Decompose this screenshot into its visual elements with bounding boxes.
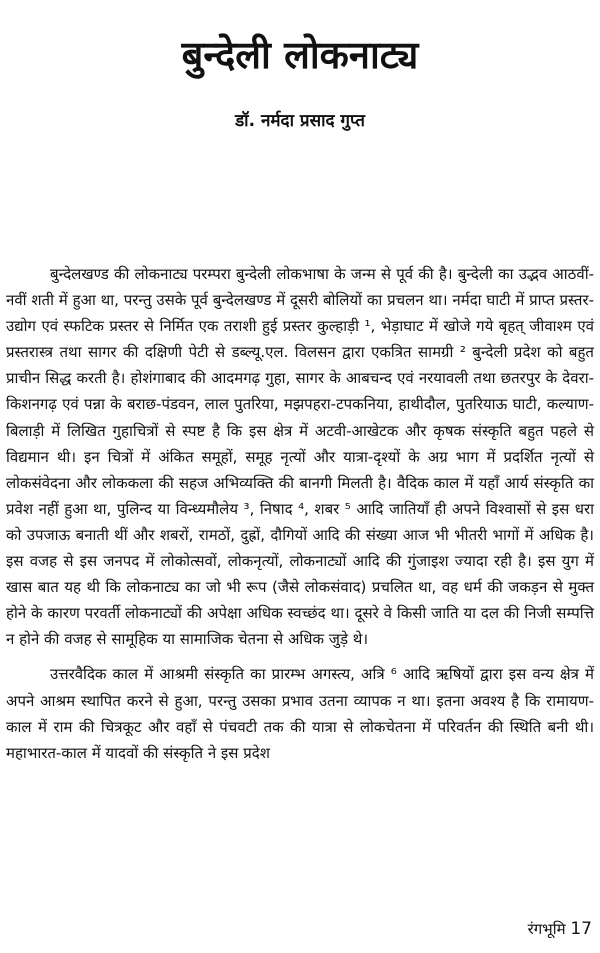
page-number: 17 xyxy=(570,919,592,939)
page-footer xyxy=(528,919,592,939)
magazine-name: रंगभूमि xyxy=(527,920,566,938)
paragraph-2: उत्तरवैदिक काल में आश्रमी संस्कृति का प्रारम्भ अगस्त्य, अत्रि ⁶ आदि ऋषियों द्वारा इस वन्य क्षेत्र में अपने आश्रम स्थापित करने से हुआ, परन्तु उसका प्रभाव उतना व्यापक न था। इतना अवश्य है कि रामायण-काल में राम की चित्रकूट और वहाँ से पंचवटी तक की यात्रा से लोकचेतना में परिवर्तन की स्थिति बनी थी। महाभारत-काल में यादवों की संस्कृति ने इस प्रदेश xyxy=(6,665,594,762)
article-title: बुन्देली लोकनाट्य xyxy=(181,33,419,77)
article-body xyxy=(6,261,594,766)
paragraph-1: बुन्देलखण्ड की लोकनाट्य परम्परा बुन्देली लोकभाषा के जन्म से पूर्व की है। बुन्देली का उद्भव आठवीं-नवीं शती में हुआ था, परन्तु उसके पूर्व बुन्देलखण्ड में दूसरी बोलियों का प्रचलन था। नर्मदा घाटी में प्राप्त प्रस्तर-उद्योग एवं स्फटिक प्रस्तर से निर्मित एक तराशी हुई प्रस्तर कुल्हाड़ी ¹, भेड़ाघाट में खोजे गये बृहत् जीवाश्म एवं प्रस्तरास्त्र तथा सागर की दक्षिणी पेटी से डब्ल्यू.एल. विलसन द्वारा एकत्रित सामग्री ² बुन्देली प्रदेश को बहुत प्राचीन सिद्ध करती है। होशंगाबाद की आदमगढ़ गुहा, सागर के आबचन्द एवं नरयावली तथा छतरपुर के देवरा-किशनगढ़ एवं पन्ना के बराछ-पंडवन, लाल पुतरिया, मझपहरा-टपकनिया, हाथीदौल, पुतरियाऊ घाटी, कल्याण-बिलाड़ी में लिखित गुहाचित्रों से स्पष्ट है कि इस क्षेत्र में अटवी-आखेटक और कृषक संस्कृति बहुत पहले से विद्यमान थी। इन चित्रों में अंकित समूहों, समूह नृत्यों और यात्रा-दृश्यों के अग्र भाग में प्रदर्शित नृत्यों से लोकसंवेदना और लोककला की सहज अभिव्यक्ति की बानगी मिलती है। वैदिक काल में यहाँ आर्य संस्कृति का प्रवेश नहीं हुआ था, पुलिन्द या विन्ध्यमौलेय ³, निषाद ⁴, शबर ⁵ आदि जातियाँ ही अपने विश्वासों से इस धरा को उपजाऊ बनाती थीं और शबरों, रामठों, दुह्रों, दौगियों आदि की संख्या आज भी भीतरी भागों में अधिक है। इस वजह से इस जनपद में लोकोत्सवों, लोकनृत्यों, लोकनाट्यों आदि की गुंजाइश ज्यादा रही है। इस युग में खास बात यह थी कि लोकनाट्य का जो भी रूप (जैसे लोकसंवाद) प्रचलित था, वह धर्म की जकड़न से मुक्त होने के कारण परवर्ती लोकनाट्यों की अपेक्षा अधिक स्वच्छंद था। दूसरे वे किसी जाति या दल की निजी सम्पत्ति न होने की वजह से सामूहिक या सामाजिक चेतना से अधिक जुड़े थे। xyxy=(6,265,594,649)
author-name: डॉ. नर्मदा प्रसाद गुप्त xyxy=(235,111,365,131)
